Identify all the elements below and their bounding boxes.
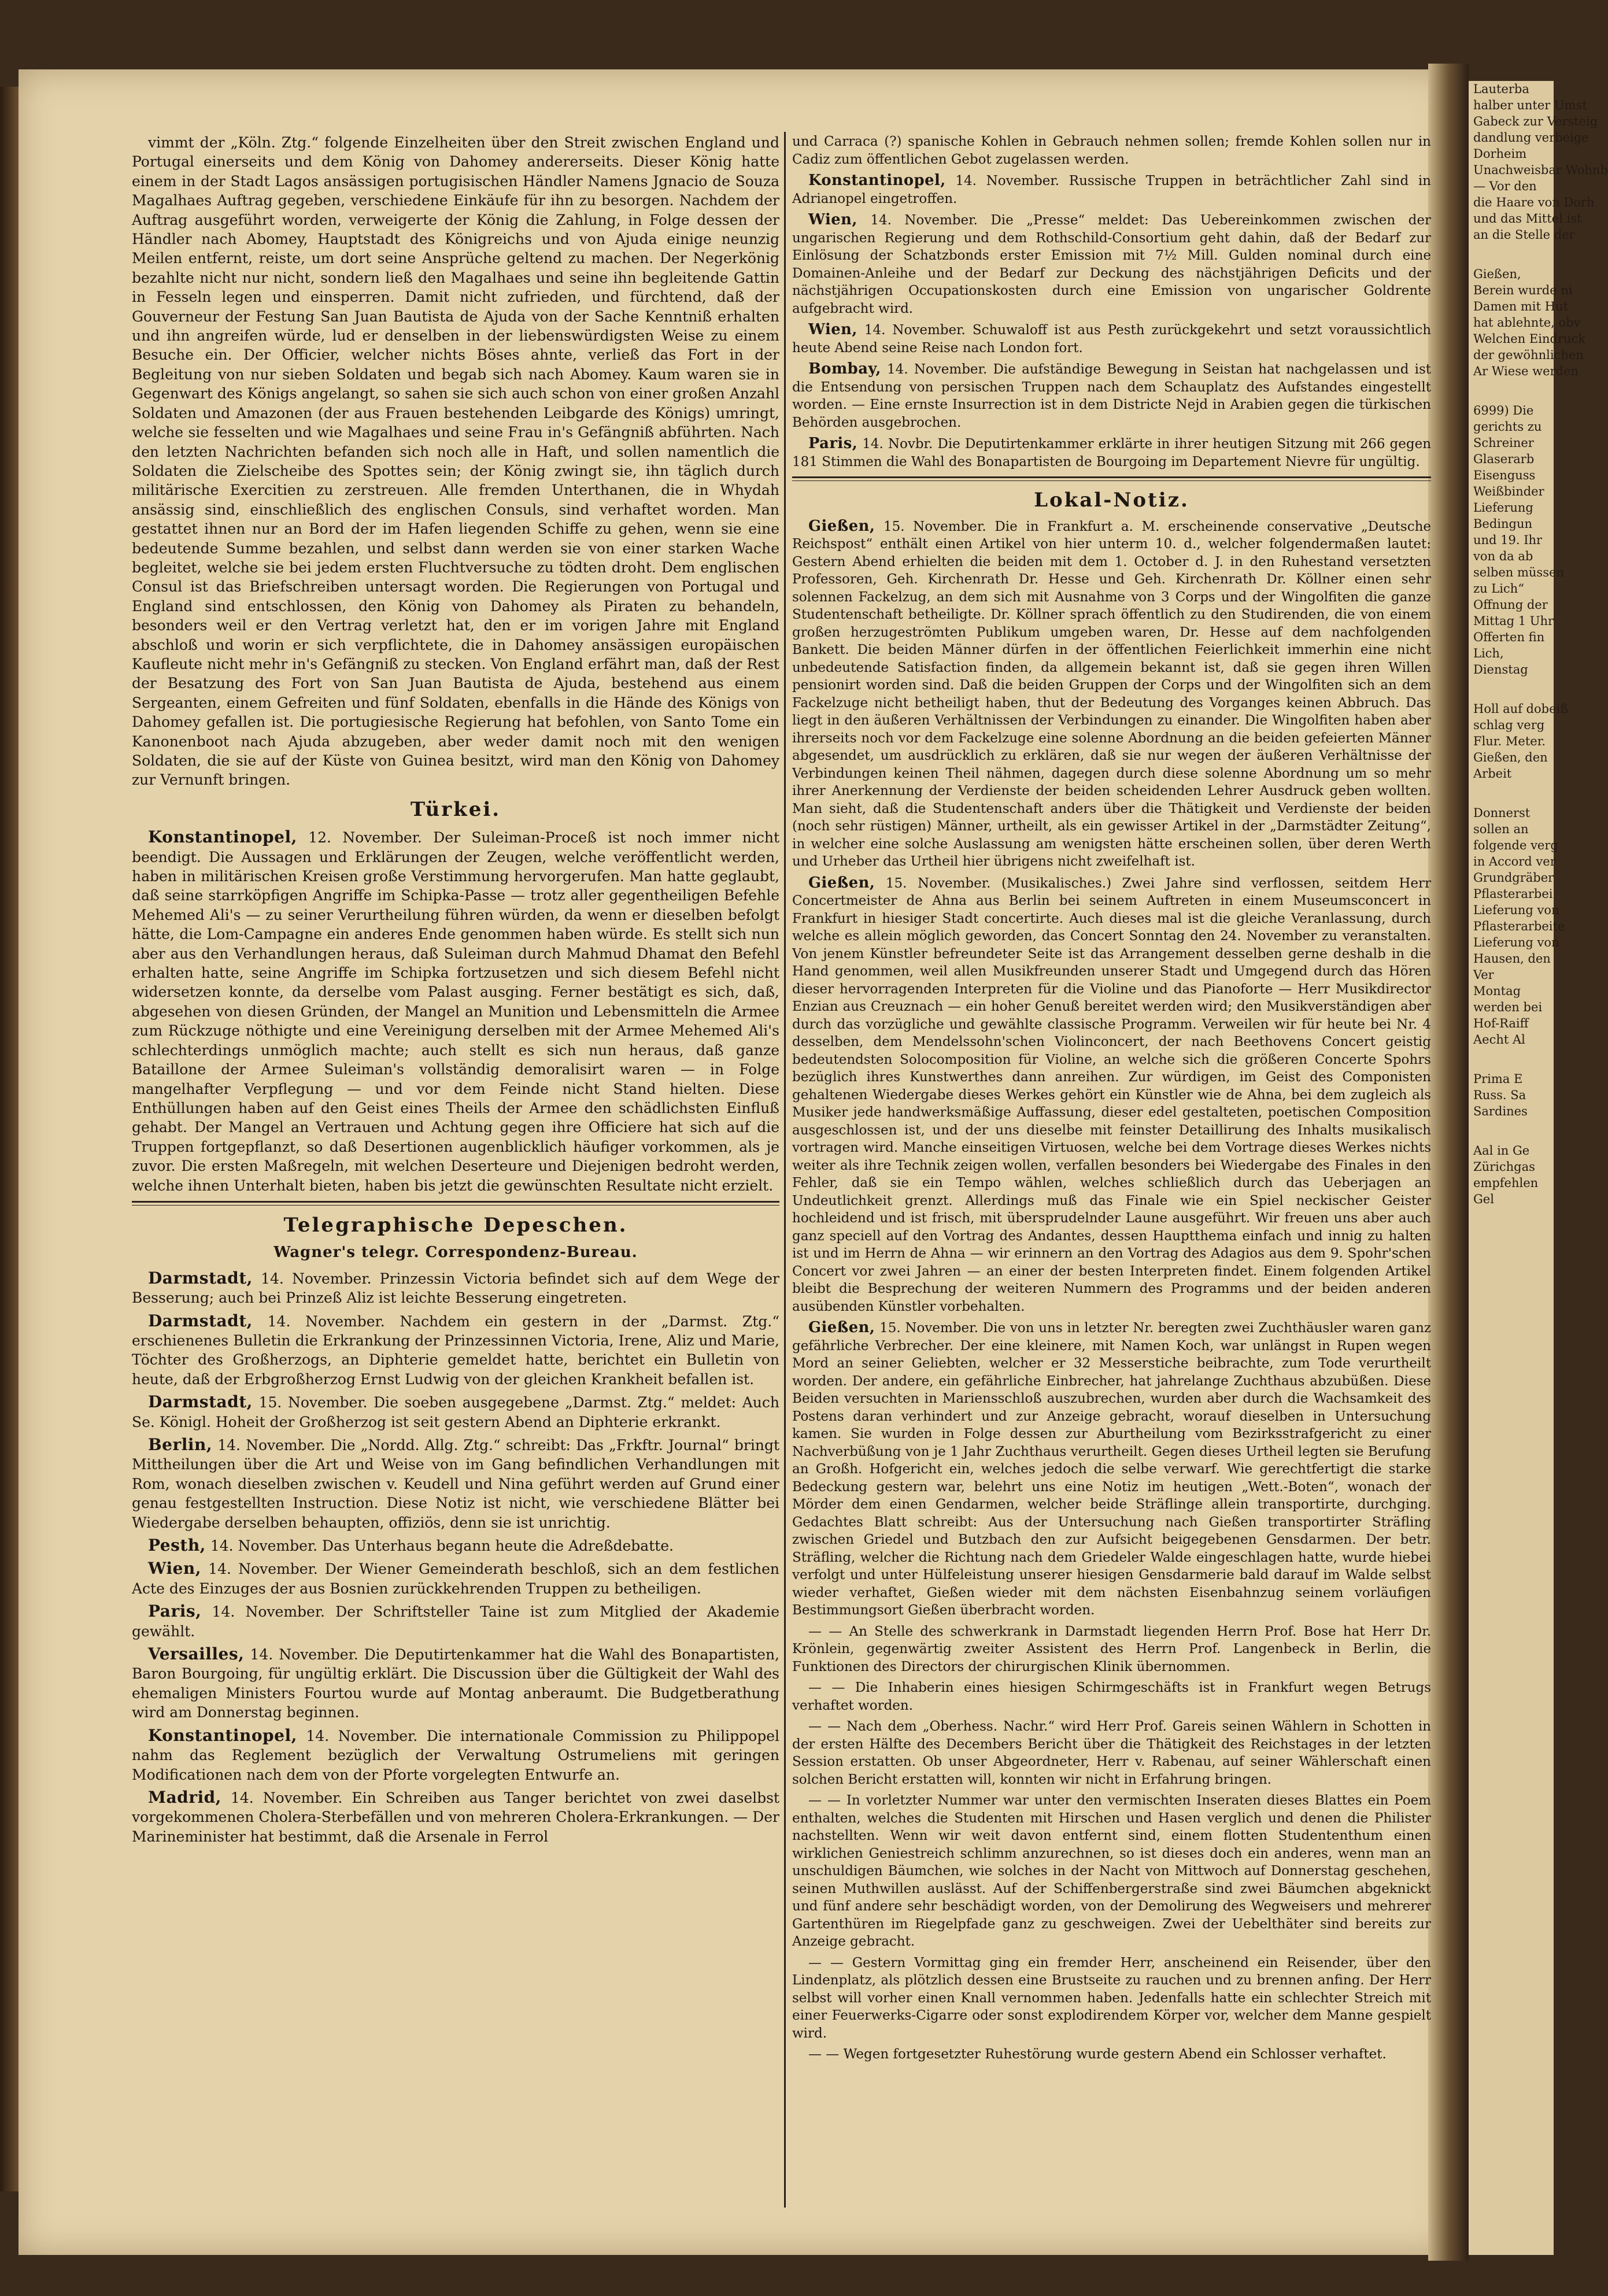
- adjacent-page-fragment: Russ. Sa: [1473, 1088, 1526, 1102]
- adjacent-page-fragment: Weißbinder: [1473, 485, 1544, 498]
- adjacent-page-fragment: Eisenguss: [1473, 468, 1536, 482]
- local-note: — — An Stelle des schwerkrank in Darmstadt liegenden Herrn Prof. Bose hat Herr Dr. Krönlein, gegenwärtig zweiter Assistent des Herrn Prof. Langenbeck in Berlin, die Funktionen des Directors der chirurgischen Klinik übernommen.: [792, 1624, 1431, 1674]
- adjacent-page-fragment: Grundgräber: [1473, 871, 1554, 885]
- local-note: — — Wegen fortgesetzter Ruhestörung wurde gestern Abend ein Schlosser verhaftet.: [808, 2047, 1387, 2062]
- dateline: Konstantinopel,: [148, 827, 297, 847]
- adjacent-page-fragment: die Haare von Dorh: [1473, 195, 1595, 209]
- news-text: 12. November. Der Suleiman-Proceß ist noch immer nicht beendigt. Die Aussagen und Erklärungen der Zeugen, welche veröffentlicht werden, haben in militärischen Kreisen große Verstimmung hervorgerufen. Man hatte geglaubt, daß seine starrköpfigen Angriffe im Schipka-Passe — trotz aller gegentheiligen Befehle Mehemed Ali's — zu seiner Verurtheilung führen würden, da wenn er dieselben befolgt hätte, die Lom-Campagne ein anderes Ende genommen haben würde. Es stellt sich nun aber aus den Verhandlungen heraus, daß Suleiman durch Mahmud Dhamat den Befehl erhalten hatte, seine Angriffe im Schipka fortzusetzen und sich diesem Befehl nicht widersetzen konnte, da derselbe vom Palast ausging. Ferner bestätigt es sich, daß, abgesehen von diesen Gründen, der Mangel an Munition und Lebensmitteln die Armee zum Rückzuge nöthigte und eine Vereinigung derselben mit der Armee Mehemed Ali's schlechterdings unmöglich machte; auch stellt es sich nun heraus, daß ganze Bataillone der Armee Suleiman's vollständig demoralisirt waren — in Folge mangelhafter Verpflegung — und vor dem Feinde nicht Stand hielten. Diese Enthüllungen haben auf den Geist eines Theils der Armee den schädlichsten Einfluß gehabt. Der Mangel an Vertrauen und Achtung gegen ihre Officiere hat sich auf die Truppen fortgepflanzt, so daß Desertionen augenblicklich häufiger vorkommen, als je zuvor. Die ersten Maßregeln, mit welchen Deserteure und Diejenigen bedroht werden, welche ihnen Unterhalt bieten, haben bis jetzt die gewünschten Resultate nicht erzielt.: [132, 829, 779, 1194]
- adjacent-page-fragment: der gewöhnlichen: [1473, 348, 1584, 362]
- dateline: Konstantinopel,: [808, 172, 946, 189]
- adjacent-page-fragment: Donnerst: [1473, 806, 1531, 820]
- adjacent-page-fragment: selben müssen: [1473, 565, 1564, 579]
- news-text: 14. November. Das Unterhaus begann heute die Adreßdebatte.: [210, 1537, 674, 1555]
- local-note: — — Gestern Vormittag ging ein fremder Herr, anscheinend ein Reisender, über den Lindenplatz, als plötzlich dessen eine Brustseite zu rauchen und zu brennen anfing. Der Herr selbst will vorher einen Knall vernommen haben. Jedenfalls hatte ein schlechter Streich mit einer Feuerwerks-Cigarre oder sonst explodirendem Körper vor, welcher dem Manne gespielt wird.: [792, 1955, 1431, 2041]
- section-divider: [792, 476, 1431, 481]
- adjacent-page-fragment: Zürichgas: [1473, 1160, 1535, 1174]
- adjacent-page-fragment: Gießen,: [1473, 267, 1521, 281]
- adjacent-page-gap: [1469, 678, 1554, 701]
- dateline: Darmstadt,: [148, 1392, 253, 1412]
- dateline: Pesth,: [148, 1536, 206, 1555]
- adjacent-page-fragment: dandlung verbeige: [1473, 131, 1589, 145]
- adjacent-page-fragment: Pflasterarbeite: [1473, 919, 1565, 933]
- adjacent-page-fragment: in Accord ver: [1473, 855, 1556, 868]
- adjacent-page-fragment: von da ab: [1473, 549, 1533, 563]
- local-news-item: [792, 874, 1431, 1316]
- adjacent-page-gap: [1469, 1119, 1554, 1143]
- adjacent-page-fragment: und das Mittel ist: [1473, 212, 1582, 225]
- adjacent-page-fragment: zu Lich“: [1473, 582, 1524, 596]
- column-divider: [784, 132, 786, 2208]
- news-item: [132, 1726, 779, 1784]
- adjacent-page-fragment: Flur. Meter.: [1473, 734, 1546, 748]
- news-item: [132, 1788, 779, 1846]
- news-text: 14. November. Die Deputirtenkammer hat die Wahl des Bonapartisten, Baron Bourgoing, für ungültig erklärt. Die Discussion über die Gültigkeit der Wahl des ehemaligen Ministers Fourtou wurde auf Montag anberaumt. Die Budgetberathung wird am Donnerstag beginnen.: [132, 1646, 779, 1721]
- dateline: Berlin,: [148, 1435, 213, 1454]
- right-column: [792, 133, 1431, 2067]
- news-item: [132, 1311, 779, 1389]
- news-text: 15. November. Die von uns in letzter Nr. beregten zwei Zuchthäusler waren ganz gefährliche Verbrecher. Der eine kleinere, mit Namen Koch, war unlängst in Rupen wegen Mord an seiner Geliebten, welcher er 32 Messerstiche beibrachte, zum Tode verurtheilt worden. Der andere, ein gefährliche Einbrecher, hat jahrelange Zuchthaus abzubüßen. Diese Beiden versuchten in Mariensschloß auszubrechen, wurden aber durch die Wachsamkeit des Postens daran verhindert und zur Anzeige gebracht, worauf dieselben in Untersuchung kamen. Sie wurden in Folge dessen zur Aburtheilung vom Bezirksstrafgericht zu einer Nachverbüßung von je 1 Jahr Zuchthaus verurtheilt. Gegen dieses Urtheil legten sie Berufung an Großh. Hofgericht ein, welches jedoch die selbe verwarf. Wie gerechtfertigt die starke Bedeckung gestern war, belehrt uns eine Notiz im heutigen „Wett.-Boten“, wonach der Mörder dem einen Gendarmen, welcher beide Sträflinge allein transportirte, durchging. Gedachtes Blatt schreibt: Aus der Untersuchung nach Gießen transportirter Sträfling zwischen Griedel und Butzbach den zur Aufsicht beigegebenen Gensdarmen. Der betr. Sträfling, welcher die Richtung nach dem Griedeler Walde eingeschlagen hatte, wurde hiebei verfolgt und unter Hülfeleistung unserer hiesigen Gensdarmerie bald darauf im Walde selbst wieder verhaftet, Gießen wieder mit dem nächsten Eisenbahnzug seinem vorläufigen Bestimmungsort Gießen überbracht worden.: [792, 1321, 1432, 1618]
- news-item: [792, 435, 1431, 471]
- adjacent-page-fragment: Aecht Al: [1473, 1033, 1525, 1047]
- adjacent-page-gap: [1469, 379, 1554, 402]
- adjacent-page-fragment: Offnung der: [1473, 598, 1548, 612]
- dateline: Gießen,: [808, 874, 875, 892]
- local-note: — — Nach dem „Oberhess. Nachr.“ wird Herr Prof. Gareis seinen Wählern in Schotten in der ersten Hälfte des Decembers Bericht über die Thätigkeit des Reichstages in der letzten Session erstatten. Ob unser Abgeordneter, Herr v. Rabenau, auf seiner Wählerschaft einen solchen Bericht erstatten will, konnten wir nicht in Erfahrung bringen.: [792, 1719, 1431, 1787]
- adjacent-page-fragment: Bedingun: [1473, 517, 1533, 531]
- news-item: [132, 1269, 779, 1308]
- adjacent-page-fragment: sollen an: [1473, 822, 1529, 836]
- dateline: Paris,: [148, 1602, 202, 1621]
- adjacent-page-gap: [1469, 782, 1554, 805]
- adjacent-page-fragment: halber unter Umst: [1473, 98, 1587, 112]
- adjacent-page-fragment: hat ablehnte, obv: [1473, 316, 1581, 330]
- dateline: Darmstadt,: [148, 1268, 253, 1288]
- adjacent-page-fragment: Berein wurde ni: [1473, 283, 1573, 297]
- adjacent-page-fragment: Montag: [1473, 984, 1521, 998]
- dateline: Madrid,: [148, 1787, 221, 1807]
- news-text: 14. November. Russische Truppen in beträchtlicher Zahl sind in Adrianopel eingetroffen.: [792, 173, 1431, 206]
- adjacent-page-fragment: 6999) Die: [1473, 404, 1534, 417]
- adjacent-page-fragment: Pflasterarbei: [1473, 887, 1553, 901]
- adjacent-page-fragment: Damen mit Hut: [1473, 300, 1568, 313]
- adjacent-page-fragment: Mittag 1 Uhr: [1473, 614, 1554, 628]
- adjacent-page-fragment: Gabeck zur Versteig: [1473, 114, 1598, 128]
- news-item: [132, 1644, 779, 1722]
- news-item: [132, 1536, 779, 1555]
- news-text: 14. November. Die „Presse“ meldet: Das Uebereinkommen zwischen der ungarischen Regierung und dem Rothschild-Consortium geht dahin, daß der Bedarf zur Einlösung der Schatzbonds erster Emission mit 7½ Mill. Gulden nominal durch eine Domainen-Anleihe und der Bedarf zur Deckung des nächstjährigen Deficits und der nächstjährigen Occupationskosten durch eine Emission von ungarischer Goldrente aufgebracht wird.: [792, 213, 1431, 316]
- dateline: Darmstadt,: [148, 1311, 253, 1330]
- local-note: — — In vorletzter Nummer war unter den vermischten Inseraten dieses Blattes ein Poem enthalten, welches die Studenten mit Hirschen und Hasen verglich und denen die Philister nachstellten. Wenn wir weit davon entfernt sind, einem flotten Studententhum einen wirklichen Geniestreich schlimm anzurechnen, so ist dieses doch ein anderes, wenn man an unschuldigen Bäumchen, wie solches in der Nacht von Mittwoch auf Donnerstag geschehen, seinen Muthwillen auslässt. Auf der Schiffenbergerstraße sind zwei Bäumchen abgeknickt und fünf andere sehr beschädigt worden, von der Demolirung des Wegweisers und mehrerer Gartenthüren im Riegelpfade ganz zu geschweigen. Zwei der Uebelthäter sind bereits zur Anzeige gebracht.: [792, 1793, 1431, 1949]
- adjacent-page-edge: [1469, 81, 1608, 2255]
- adjacent-page-fragment: empfehlen: [1473, 1176, 1539, 1190]
- local-news-item: [792, 1319, 1431, 1620]
- dateline: Wien,: [148, 1559, 202, 1578]
- adjacent-page-fragment: Gießen, den: [1473, 750, 1548, 764]
- dateline: Versailles,: [148, 1644, 245, 1664]
- local-news-item: [792, 517, 1431, 871]
- section-subheading-bureau: Wagner's telegr. Correspondenz-Bureau.: [273, 1244, 638, 1262]
- adjacent-page-fragment: Ver: [1473, 968, 1494, 982]
- adjacent-page-fragment: werden bei: [1473, 1000, 1543, 1014]
- left-column: [132, 133, 779, 1850]
- adjacent-page-fragment: Aal in Ge: [1473, 1144, 1530, 1158]
- news-text: 14. November. Der Schriftsteller Taine ist zum Mitglied der Akademie gewählt.: [132, 1603, 780, 1640]
- news-text: 14. Novbr. Die Deputirtenkammer erklärte in ihrer heutigen Sitzung mit 266 gegen 181 Stimmen die Wahl des Bonapartisten de Bourgoing im Departement Nievre für ungültig.: [792, 437, 1432, 469]
- adjacent-page-fragment: Hof-Raiff: [1473, 1016, 1529, 1030]
- adjacent-page-fragment: Lieferung von: [1473, 936, 1559, 949]
- section-divider: [132, 1201, 779, 1206]
- adjacent-page-gap: [1469, 1048, 1554, 1071]
- dateline: Wien,: [808, 211, 857, 228]
- dateline: Paris,: [808, 435, 858, 452]
- adjacent-page-fragment: Schreiner: [1473, 436, 1534, 450]
- news-item: [792, 360, 1431, 431]
- adjacent-page-fragment: Lich,: [1473, 646, 1504, 660]
- adjacent-page-fragment: Prima E: [1473, 1072, 1523, 1086]
- news-text: 14. November. Die aufständige Bewegung in Seistan hat nachgelassen und ist die Entsendung von persischen Truppen nach dem Schauplatz des Aufstandes eingestellt worden. — Eine ernste Insurrection ist in dem Districte Nejd in Arabien gegen die türkischen Behörden ausgebrochen.: [792, 362, 1432, 430]
- news-text: 14. November. Prinzessin Victoria befindet sich auf dem Wege der Besserung; auch bei Prinzeß Aliz ist leichte Besserung eingetreten.: [132, 1270, 779, 1307]
- news-text: 15. November. Die in Frankfurt a. M. erscheinende conservative „Deutsche Reichspost“ enthält einen Artikel von hier unterm 10. d., welcher folgendermaßen lautet: Gestern Abend erhielten die beiden mit dem 1. October d. J. in den Ruhestand versetzten Professoren, Geh. Kirchenrath Dr. Hesse und Geh. Kirchenrath Dr. Köllner einen sehr solennen Fackelzug, an dem sich mit Ausnahme von 3 Corps und der Wingolfiten die ganze Studentenschaft betheiligte. Dr. Köllner sprach öffentlich zu den Studirenden, die von einem großen herzugeströmten Publikum umgeben waren, Dr. Hesse auf dem nachfolgenden Bankett. Die beiden Männer dürfen in der öffentlichen Feierlichkeit immerhin eine nicht unbedeutende Satisfaction finden, da allgemein bekannt ist, daß sie gegen ihren Willen pensionirt worden sind. Daß die beiden Gruppen der Corps und der Wingolfiten sich an dem Fackelzuge nicht betheiligt haben, thut der Bedeutung des Vorganges keinen Abbruch. Das liegt in den äußeren Verhältnissen der Verbindungen zu einander. Die Wingolfiten haben aber ihrerseits noch vor dem Fackelzuge eine solenne Abordnung an die beiden gefeierten Männer abgesendet, um ausdrücklich zu erklären, daß sie nur wegen der äußeren Verhältnisse der Verbindungen keinen Theil nähmen, dagegen durch diese solenne Abordnung um so mehr ihrer Anerkennung der Verdienste der beiden scheidenden Lehrer Ausdruck geben wollten. Man sieht, daß die Studentenschaft anders über die Thätigkeit und Verdienste der beiden (noch sehr rüstigen) Männer, urtheilt, als ein gewisser Artikel in der „Darmstädter Zeitung“, in welcher eine solche Auslassung am wenigsten hätte erscheinen sollen, über deren Werth und Urheber das Urtheil hier übrigens nicht zweifelhaft ist.: [792, 519, 1431, 869]
- dateline: Konstantinopel,: [148, 1725, 297, 1745]
- adjacent-page-fragment: Glaserarb: [1473, 452, 1535, 466]
- adjacent-page-fragment: Dorheim: [1473, 147, 1527, 161]
- adjacent-page-fragment: folgende verg: [1473, 838, 1558, 852]
- section-heading-tuerkei: Türkei.: [410, 797, 501, 821]
- adjacent-page-fragment: Ar Wiese werden: [1473, 364, 1579, 378]
- adjacent-page-fragment: Lieferung von: [1473, 903, 1559, 917]
- dateline: Bombay,: [808, 360, 881, 378]
- news-item: [132, 1602, 779, 1641]
- news-item: [132, 1435, 779, 1532]
- adjacent-page-gap: [1469, 243, 1554, 266]
- news-text: 14. November. Die internationale Commission zu Philippopel nahm das Reglement bezüglich der Verwaltung Ostrumeliens mit geringen Modificationen nach dem von der Pforte vorgelegten Entwurfe an.: [132, 1727, 779, 1783]
- adjacent-page-fragment: Welchen Eindruck: [1473, 332, 1585, 346]
- adjacent-page-fragment: Offerten fin: [1473, 630, 1545, 644]
- adjacent-page-fragment: Lauterba: [1473, 82, 1529, 96]
- adjacent-page-fragment: Unachweisbar Wohnb: [1473, 163, 1608, 177]
- adjacent-page-fragment: Gel: [1473, 1192, 1494, 1206]
- adjacent-page-fragment: an die Stelle der: [1473, 228, 1575, 242]
- dateline: Gießen,: [808, 1319, 875, 1336]
- continued-text: und Carraca (?) spanische Kohlen in Gebrauch nehmen sollen; fremde Kohlen sollen nur in Cadiz zum öffentlichen Gebot zugelassen werden.: [792, 134, 1431, 167]
- news-item: [132, 1392, 779, 1432]
- dateline: Wien,: [808, 321, 857, 338]
- news-item: [792, 172, 1431, 208]
- adjacent-page-fragment: Arbeit: [1473, 767, 1512, 781]
- adjacent-page-fragment: schlag verg: [1473, 718, 1545, 732]
- adjacent-page-fragment: Hausen, den: [1473, 952, 1551, 966]
- news-text: 14. November. Ein Schreiben aus Tanger berichtet von zwei daselbst vorgekommenen Cholera-Sterbefällen und von mehreren Cholera-Erkrankungen. — Der Marineminister hat bestimmt, daß die Arsenale in Ferrol: [132, 1789, 779, 1845]
- adjacent-page-fragment: Holl auf dobeiß: [1473, 702, 1569, 716]
- news-item: [132, 1559, 779, 1598]
- section-heading-lokal: Lokal-Notiz.: [1034, 489, 1189, 512]
- adjacent-page-fragment: — Vor den: [1473, 179, 1537, 193]
- news-text: 15. November. Die soeben ausgegebene „Darmst. Ztg.“ meldet: Auch Se. Königl. Hoheit der Großherzog ist seit gestern Abend an Diphterie erkrankt.: [132, 1394, 779, 1430]
- news-item: [132, 827, 779, 1195]
- adjacent-page-fragment: gerichts zu: [1473, 420, 1542, 434]
- dahomey-article: vimmt der „Köln. Ztg.“ folgende Einzelheiten über den Streit zwischen England und Portugal einerseits und dem König von Dahomey andererseits. Dieser König hatte einem in der Stadt Lagos ansässigen portugisischen Händler Namens Jgnacio de Souza Magalhaes Auftrag gegeben, verschiedene Einkäufe für ihn zu besorgen. Nachdem der Auftrag ausgeführt worden, verweigerte der König die Zahlung, in Folge dessen der Händler nach Abomey, Hauptstadt des Königreichs und von Ajuda einige neunzig Meilen entfernt, reiste, um dort seine Ansprüche geltend zu machen. Der Negerkönig bezahlte nicht nur nicht, sondern ließ den Magalhaes und seine ihn begleitende Gattin in Fesseln legen und einsperren. Damit nicht zufrieden, und fürchtend, daß der Gouverneur der Festung San Juan Bautista de Ajuda von der Sache Kenntniß erhalten und ihn angreifen würde, lud er denselben in der liebenswürdigsten Weise zu einem Besuche ein. Der Officier, welcher nichts Böses ahnte, verließ das Fort in der Begleitung von nur sieben Soldaten und begab sich nach Abomey. Kaum waren sie in Gegenwart des Königs angelangt, so sahen sie sich auch schon von einer großen Anzahl Soldaten und Amazonen (der aus Frauen bestehenden Leibgarde des Königs) umringt, welche sie fesselten und wie Magalhaes und seine Frau in's Gefängniß abführten. Nach den letzten Nachrichten befanden sich noch alle in Haft, und sollen namentlich die Soldaten die Zielscheibe des Spottes sein; der König zwingt sie, ihn täglich durch militärische Exercitien zu zerstreuen. Alle fremden Unterthanen, die in Whydah ansässig sind, einschließlich des englischen Consuls, sind verhaftet worden. Man gestattet ihnen nur an Bord der im Hafen liegenden Schiffe zu gehen, wenn sie eine bedeutende Summe bezahlen, und selbst dann werden sie von einer starken Wache begleitet, welche sie bei jedem ersten Fluchtversuche zu tödten droht. Dem englischen Consul ist das Briefschreiben untersagt worden. Die Regierungen von Portugal und England sind entschlossen, den König von Dahomey als Piraten zu behandeln, besonders weil er den Vertrag verletzt hat, den er im vorigen Jahre mit England abschloß und worin er sich verpflichtete, die in Dahomey ansässigen europäischen Kaufleute nicht mehr in's Gefängniß zu stecken. Von England erfährt man, daß der Rest der Besatzung des Fort von San Juan Bautista de Ajuda, bestehend aus einem Sergeanten, einem Gefreiten und fünf Soldaten, ebenfalls in die Hände des Königs von Dahomey gefallen ist. Die portugiesische Regierung hat befohlen, von Santo Tome ein Kanonenboot nach Ajuda abzugeben, aber weder damit noch mit den wenigen Soldaten, die sie auf der Küste von Guinea besitzt, wird man den König von Dahomey zur Vernunft bringen.: [132, 134, 779, 789]
- news-text: 14. November. Nachdem ein gestern in der „Darmst. Ztg.“ erschienenes Bulletin die Erkrankung der Prinzessinnen Victoria, Irene, Aliz und Marie, Töchter des Großherzogs, an Diphterie gemeldet hatte, berichtet ein Bulletin von heute, daß der Erbgroßherzog Ernst Ludwig von der gleichen Krankheit befallen ist.: [132, 1312, 779, 1388]
- news-text: 15. November. (Musikalisches.) Zwei Jahre sind verflossen, seitdem Herr Concertmeister de Ahna aus Berlin bei seinem Auftreten in einem Museumsconcert in Frankfurt in hiesiger Stadt concertirte. Auch dieses mal ist die gleiche Veranlassung, durch welche es allein möglich geworden, das Concert Sonntag den 24. November zu veranstalten. Von jenem Künstler befreundeter Seite ist das Arrangement desselben gerne deshalb in die Hand genommen, weil allen Musikfreunden unserer Stadt und Umgegend durch das Hören dieser hervorragenden Interpreten für die Violine und das Pianoforte — Herr Musikdirector Enzian aus Creuznach — ein hoher Genuß bereitet werden wird; den Musikverständigen aber durch das vorzügliche und gewählte classische Programm. Verweilen wir für heute bei Nr. 4 desselben, dem Mendelssohn'schen Violinconcert, der nach Beethovens Concert geistig bedeutendsten Solocomposition für Violine, an welche sich die größeren Concerte Spohrs bezüglich ihres Kunstwerthes dann anreihen. Zur würdigen, im Geist des Componisten gehaltenen Wiedergabe dieses Werkes gehört ein Künstler wie de Ahna, bei dem zugleich als Musiker jede handwerksmäßige Auffassung, dieser edel gestalteten, poetischen Composition ausgeschlossen ist, und der uns dieselbe mit feinster Detaillirung des Inhalts musikalisch vortragen wird. Manche einseitigen Virtuosen, welche bei dem Vortrage dieses Werkes nichts weiter als ihre Technik zeigen wollen, verfallen besonders bei Wiedergabe des Finales in den Fehler, daß sie ein Tempo wählen, welches schließlich durch das Ueberjagen an Undeutlichkeit grenzt. Allerdings muß das Finale wie ein Spiel neckischer Geister hochleidend und ist frisch, mit übersprudelnder Laune ausgeführt. Wir freuen uns aber auch ganz speciell auf den Vortrag des Andantes, dessen Hauptthema einfach und innig zu halten ist und im Herrn de Ahna — wir erinnern an den Vortrag des Adagios aus dem 9. Spohr'schen Concert vor zwei Jahren — an einer der besten Interpreten findet. Einem folgenden Artikel bleibt die Besprechung der weiteren Nummern des Programms und der beiden anderen ausübenden Künstler vorbehalten.: [792, 875, 1432, 1314]
- news-item: [792, 321, 1431, 357]
- adjacent-page-fragment: und 19. Ihr: [1473, 533, 1543, 547]
- section-heading-telegraph: Telegraphische Depeschen.: [283, 1213, 628, 1237]
- news-text: 14. November. Der Wiener Gemeinderath beschloß, sich an dem festlichen Acte des Einzuges der aus Bosnien zurückkehrenden Truppen zu betheiligen.: [132, 1561, 779, 1597]
- news-item: [792, 211, 1431, 317]
- news-text: 14. November. Schuwaloff ist aus Pesth zurückgekehrt und setzt voraussichtlich heute Abend seine Reise nach London fort.: [792, 323, 1432, 356]
- local-note: — — Die Inhaberin eines hiesigen Schirmgeschäfts ist in Frankfurt wegen Betrugs verhaftet worden.: [792, 1680, 1431, 1713]
- adjacent-page-fragment: Dienstag: [1473, 663, 1528, 676]
- news-text: 14. November. Die „Nordd. Allg. Ztg.“ schreibt: Das „Frkftr. Journal“ bringt Mittheilungen über die Art und Weise von im Gang befindlichen Verhandlungen mit Rom, wonach dieselben zwischen v. Keudell und Nina geführt werden auf Grund einer genau festgestellten Instruction. Diese Notiz ist nicht, wie verschiedene Blätter bei Wiedergabe derselben behaupten, offiziös, denn sie ist unrichtig.: [132, 1437, 779, 1531]
- adjacent-page-fragment: Sardines: [1473, 1104, 1528, 1118]
- adjacent-page-fragment: Lieferung: [1473, 501, 1533, 515]
- page-gutter: [1428, 64, 1469, 2261]
- dateline: Gießen,: [808, 517, 875, 535]
